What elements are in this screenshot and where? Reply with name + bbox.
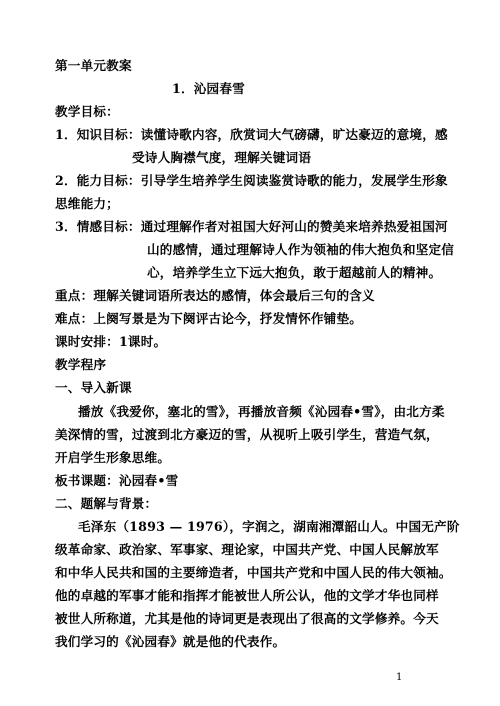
schedule: 课时安排：1课时。 (55, 334, 167, 349)
goal3-line1: 3．情感目标：通过理解作者对祖国大好河山的赞美来培养热爱祖国河 (55, 219, 448, 234)
goal2-line2: 思维能力； (55, 196, 119, 211)
goal3-line2: 山的感情，通过理解诗人作为领袖的伟大抱负和坚定信 (147, 242, 455, 257)
bg-line5: 被世人所称道，尤其是他的诗词更是表现出了很高的文学修养。今天 (55, 611, 439, 626)
intro-line1: 播放《我爱你，塞北的雪》，再播放音频《沁园春•雪》，由北方柔 (78, 404, 445, 419)
board-title: 板书课题：沁园春•雪 (55, 473, 179, 488)
procedure-heading: 教学程序 (55, 357, 107, 372)
section2-heading: 二、题解与背景： (55, 496, 158, 511)
teaching-goals-heading: 教学目标： (55, 104, 119, 119)
bg-line6: 我们学习的《沁园春》就是他的代表作。 (55, 634, 286, 649)
goal1-line1: 1．知识目标：读懂诗歌内容，欣赏词大气磅礴，旷达豪迈的意境，感 (55, 127, 448, 142)
unit-title: 第一单元教案 (55, 58, 132, 73)
goal2-line1: 2．能力目标：引导学生培养学生阅读鉴赏诗歌的能力，发展学生形象 (55, 173, 448, 188)
bg-line1: 毛泽东（1893 — 1976），字润之，湖南湘潭韶山人。中国无产阶 (78, 519, 460, 534)
lesson-title: 1．沁园春雪 (172, 81, 245, 96)
goal3-line3: 心，培养学生立下远大抱负，敢于超越前人的精神。 (147, 265, 442, 280)
key-point: 重点：理解关键词语所表达的感情，体会最后三句的含义 (55, 288, 375, 303)
difficulty: 难点：上阕写景是为下阕评古论今，抒发情怀作铺垫。 (55, 311, 363, 326)
bg-line2: 级革命家、政治家、军事家、理论家，中国共产党、中国人民解放军 (55, 542, 439, 557)
page-number: 1 (396, 672, 403, 683)
section1-heading: 一、导入新课 (55, 380, 132, 395)
intro-line2: 美深情的雪，过渡到北方豪迈的雪，从视听上吸引学生，营造气氛， (55, 427, 439, 442)
bg-line3: 和中华人民共和国的主要缔造者，中国共产党和中国人民的伟大领袖。 (55, 565, 452, 580)
goal1-line2: 受诗人胸襟气度，理解关键词语 (132, 150, 312, 165)
bg-line4: 他的卓越的军事才能和指挥才能被世人所公认，他的文学才华也同样 (55, 588, 439, 603)
intro-line3: 开启学生形象思维。 (55, 450, 171, 465)
